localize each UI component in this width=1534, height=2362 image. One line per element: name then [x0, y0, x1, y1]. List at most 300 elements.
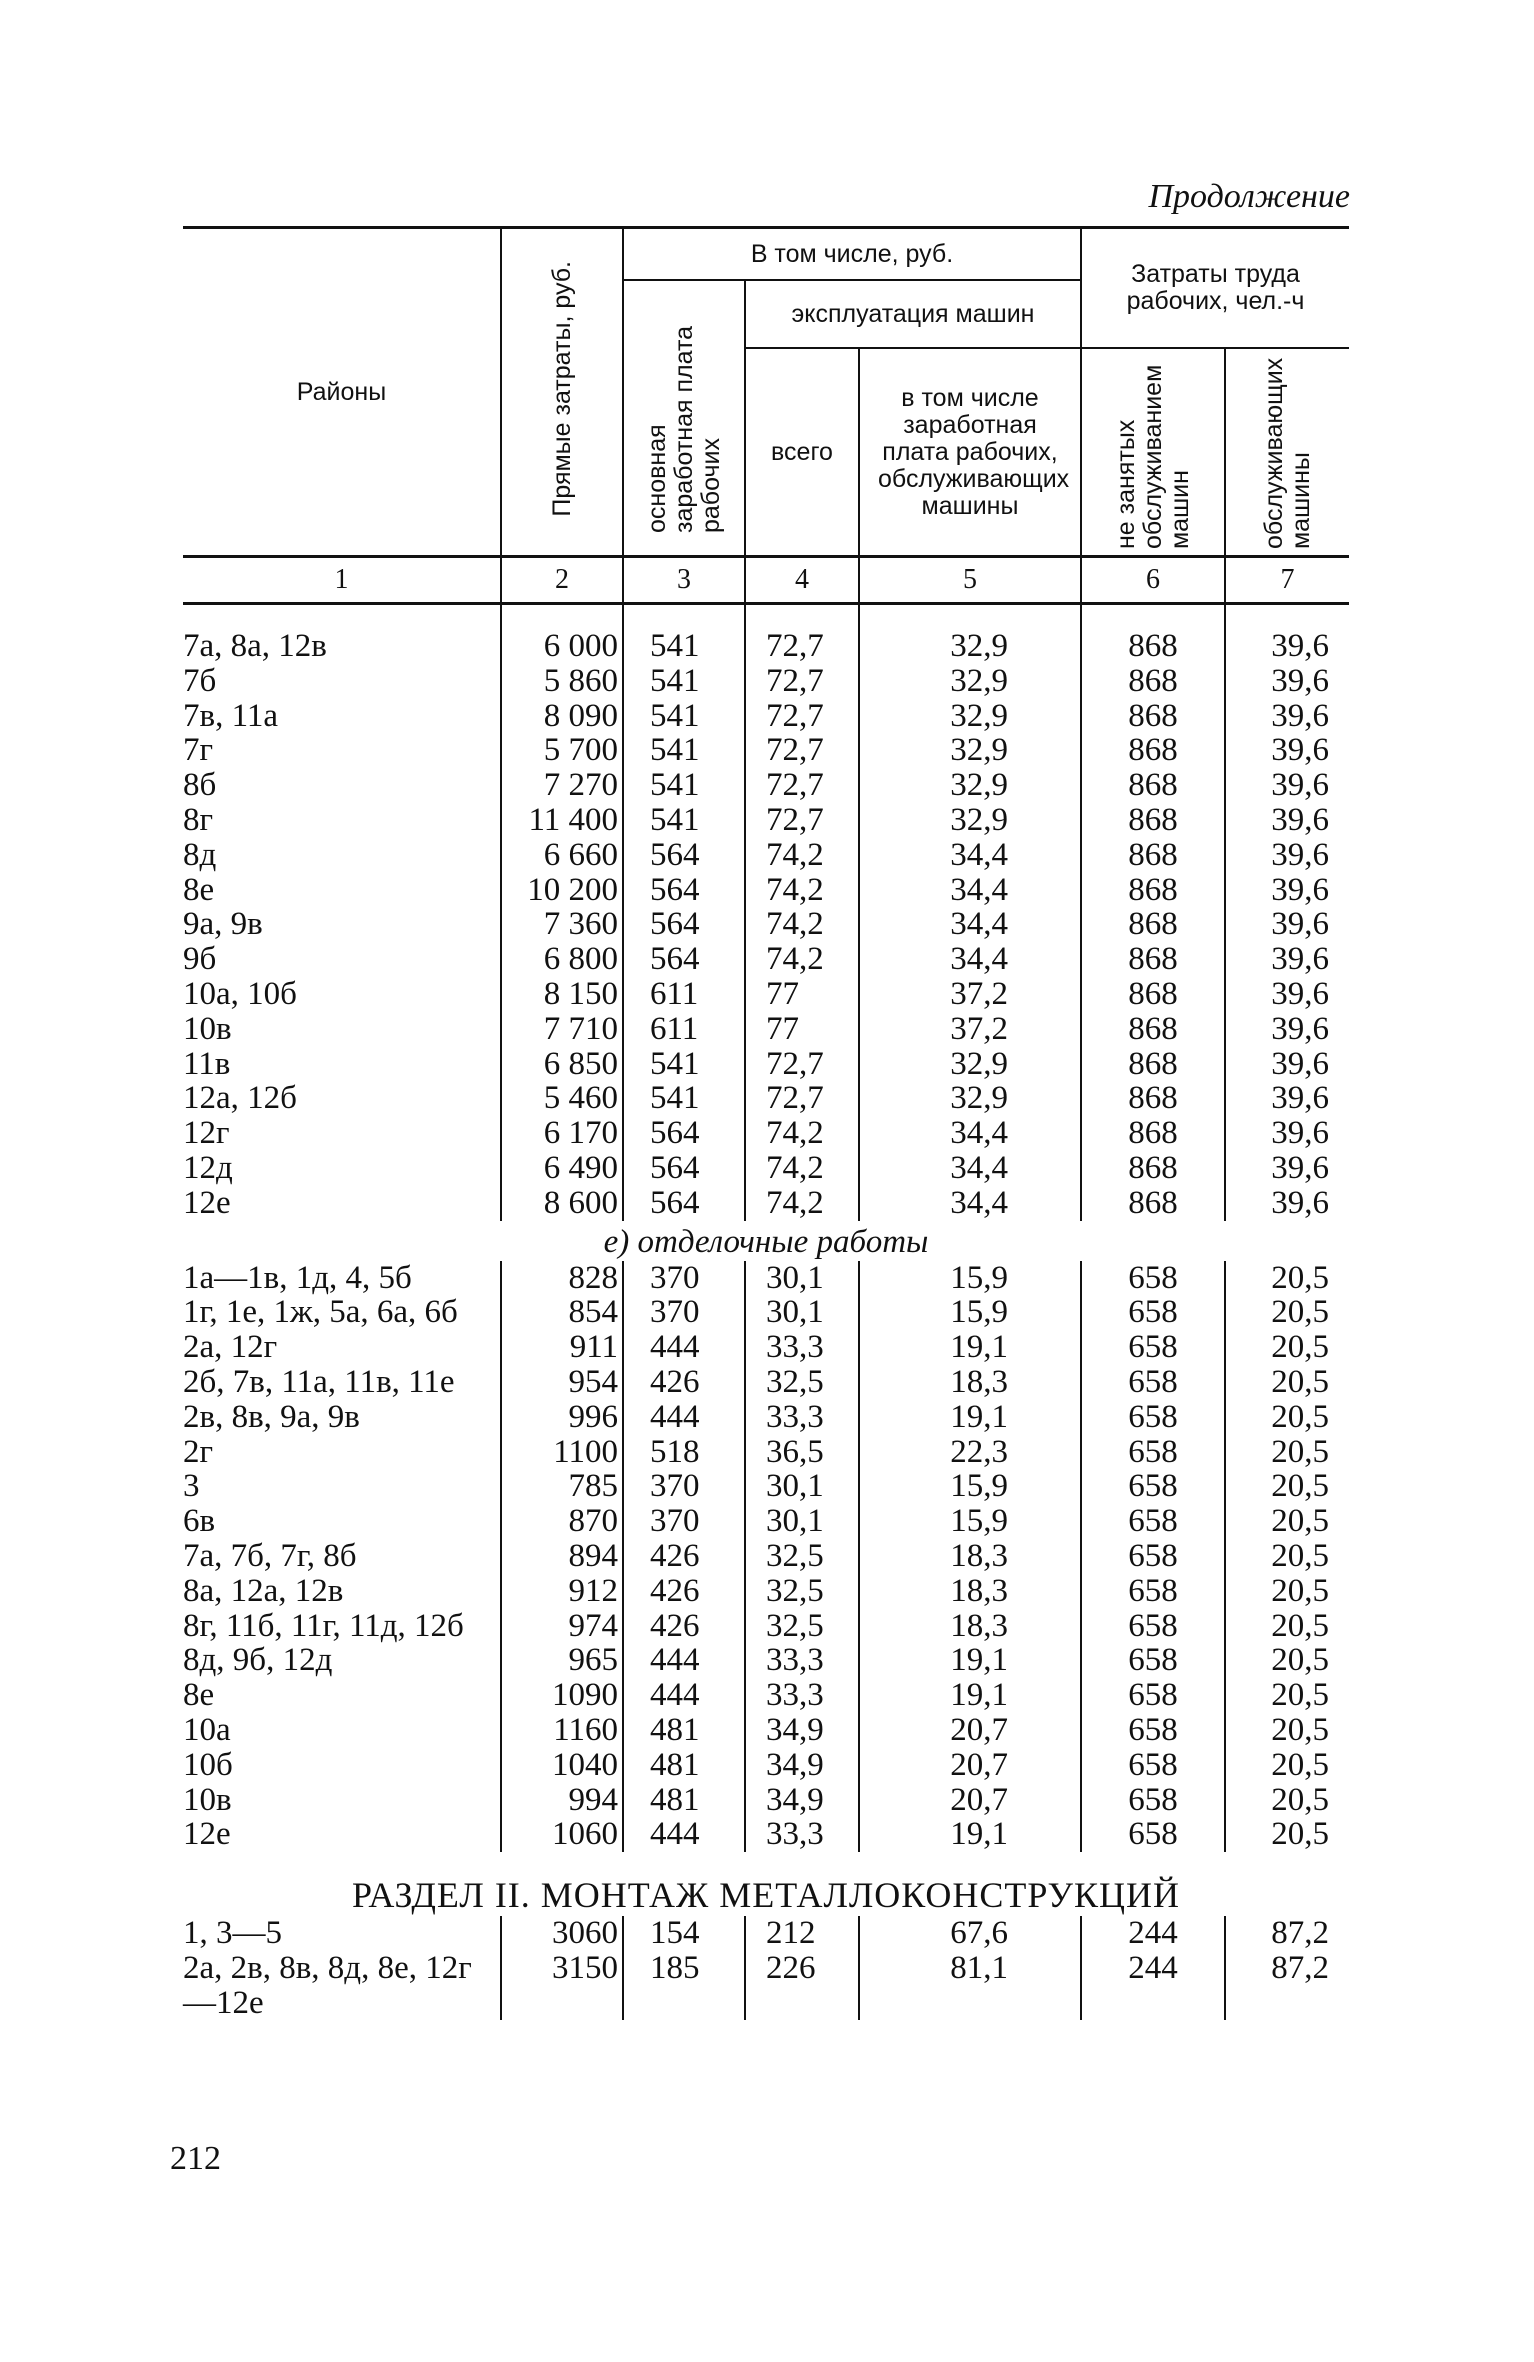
value-cell: 33,3 [745, 1400, 859, 1435]
value-cell: 15,9 [859, 1261, 1081, 1296]
value-cell: 541 [623, 664, 745, 699]
value-cell: 19,1 [859, 1400, 1081, 1435]
value-cell: 868 [1081, 768, 1225, 803]
value-cell: 74,2 [745, 907, 859, 942]
value-cell: 39,6 [1225, 942, 1349, 977]
value-cell: 20,5 [1225, 1539, 1349, 1574]
colnum-4: 4 [745, 557, 859, 604]
value-cell: 965 [501, 1643, 623, 1678]
value-cell: 912 [501, 1574, 623, 1609]
rows-section-e [183, 1261, 1349, 1853]
value-cell: 658 [1081, 1574, 1225, 1609]
value-cell: 6 800 [501, 942, 623, 977]
colnum-6: 6 [1081, 557, 1225, 604]
table-row [183, 1643, 1349, 1678]
value-cell: 426 [623, 1539, 745, 1574]
table-row [183, 1539, 1349, 1574]
region-cell: 8е [183, 871, 215, 908]
value-cell: 34,4 [859, 942, 1081, 977]
value-cell: 868 [1081, 1151, 1225, 1186]
value-cell: 481 [623, 1713, 745, 1748]
region-cell: 7г [183, 732, 214, 769]
value-cell: 894 [501, 1539, 623, 1574]
value-cell: 541 [623, 1047, 745, 1082]
continuation-label: Продолжение [1148, 178, 1350, 215]
section-finishing-title: е) отделочные работы [603, 1223, 929, 1260]
region-cell: 7а, 8а, 12в [183, 628, 327, 664]
table-row [183, 1400, 1349, 1435]
value-cell: 658 [1081, 1748, 1225, 1783]
value-cell: 20,5 [1225, 1261, 1349, 1296]
value-cell: 20,5 [1225, 1817, 1349, 1852]
table-row [183, 1261, 1349, 1296]
value-cell: 154 [623, 1916, 745, 1951]
value-cell: 32,9 [859, 803, 1081, 838]
value-cell: 36,5 [745, 1435, 859, 1470]
value-cell: 444 [623, 1817, 745, 1852]
value-cell: 658 [1081, 1539, 1225, 1574]
value-cell: 7 360 [501, 907, 623, 942]
value-cell: 39,6 [1225, 1012, 1349, 1047]
region-cell: 2в, 8в, 9а, 9в [183, 1398, 360, 1435]
table-row [183, 733, 1349, 768]
table-row [183, 768, 1349, 803]
value-cell: 72,7 [745, 664, 859, 699]
value-cell: 74,2 [745, 838, 859, 873]
value-cell: 8 600 [501, 1186, 623, 1221]
value-cell: 541 [623, 733, 745, 768]
value-cell: 15,9 [859, 1295, 1081, 1330]
region-cell: 2б, 7в, 11а, 11в, 11е [183, 1363, 455, 1400]
value-cell: 20,5 [1225, 1574, 1349, 1609]
value-cell: 564 [623, 1186, 745, 1221]
value-cell: 3060 [501, 1916, 623, 1951]
value-cell: 20,5 [1225, 1678, 1349, 1713]
value-cell: 72,7 [745, 803, 859, 838]
colnum-3: 3 [623, 557, 745, 604]
value-cell: 20,5 [1225, 1783, 1349, 1818]
region-cell: 7а, 7б, 7г, 8б [183, 1537, 357, 1574]
value-cell: 11 400 [501, 803, 623, 838]
value-cell: 658 [1081, 1435, 1225, 1470]
value-cell: 32,9 [859, 664, 1081, 699]
region-cell: 8д, 9б, 12д [183, 1642, 333, 1679]
value-cell: 658 [1081, 1609, 1225, 1644]
value-cell: 33,3 [745, 1678, 859, 1713]
value-cell: 868 [1081, 1081, 1225, 1116]
value-cell: 994 [501, 1783, 623, 1818]
value-cell: 868 [1081, 629, 1225, 664]
value-cell: 6 170 [501, 1116, 623, 1151]
value-cell: 32,9 [859, 1081, 1081, 1116]
value-cell: 19,1 [859, 1643, 1081, 1678]
table-row [183, 977, 1349, 1012]
value-cell: 996 [501, 1400, 623, 1435]
table-row [183, 1951, 1349, 2021]
value-cell: 785 [501, 1469, 623, 1504]
value-cell: 72,7 [745, 1081, 859, 1116]
region-cell: 10в [183, 1781, 232, 1818]
value-cell: 868 [1081, 733, 1225, 768]
table-row [183, 1574, 1349, 1609]
region-cell: 10б [183, 1746, 233, 1783]
cost-table [183, 226, 1349, 2020]
colnum-1: 1 [183, 557, 501, 604]
value-cell: 87,2 [1225, 1951, 1349, 2021]
value-cell: 5 460 [501, 1081, 623, 1116]
value-cell: 77 [745, 977, 859, 1012]
region-cell: 8а, 12а, 12в [183, 1572, 344, 1609]
value-cell: 32,9 [859, 629, 1081, 664]
value-cell: 868 [1081, 873, 1225, 908]
value-cell: 658 [1081, 1643, 1225, 1678]
table-row [183, 1295, 1349, 1330]
value-cell: 444 [623, 1400, 745, 1435]
table-row [183, 1186, 1349, 1221]
value-cell: 868 [1081, 699, 1225, 734]
value-cell: 564 [623, 942, 745, 977]
value-cell: 370 [623, 1504, 745, 1539]
region-cell: 8б [183, 767, 217, 804]
header-regions: Районы [296, 377, 387, 406]
table-row [183, 1365, 1349, 1400]
value-cell: 564 [623, 838, 745, 873]
value-cell: 32,9 [859, 1047, 1081, 1082]
value-cell: 20,7 [859, 1748, 1081, 1783]
table-row [183, 1047, 1349, 1082]
value-cell: 244 [1081, 1916, 1225, 1951]
value-cell: 39,6 [1225, 873, 1349, 908]
value-cell: 37,2 [859, 1012, 1081, 1047]
value-cell: 426 [623, 1365, 745, 1400]
value-cell: 7 270 [501, 768, 623, 803]
value-cell: 868 [1081, 1012, 1225, 1047]
value-cell: 72,7 [745, 1047, 859, 1082]
value-cell: 39,6 [1225, 977, 1349, 1012]
value-cell: 72,7 [745, 768, 859, 803]
rows-section-2 [183, 1916, 1349, 2020]
value-cell: 1100 [501, 1435, 623, 1470]
region-cell: 9б [183, 941, 217, 978]
value-cell: 72,7 [745, 699, 859, 734]
region-cell: 8е [183, 1677, 215, 1714]
colnum-2: 2 [501, 557, 623, 604]
region-cell: 1а—1в, 1д, 4, 5б [183, 1259, 412, 1296]
value-cell: 37,2 [859, 977, 1081, 1012]
value-cell: 658 [1081, 1817, 1225, 1852]
value-cell: 658 [1081, 1400, 1225, 1435]
value-cell: 658 [1081, 1469, 1225, 1504]
value-cell: 32,5 [745, 1539, 859, 1574]
value-cell: 74,2 [745, 873, 859, 908]
value-cell: 541 [623, 629, 745, 664]
value-cell: 868 [1081, 664, 1225, 699]
table-row [183, 1435, 1349, 1470]
value-cell: 39,6 [1225, 1081, 1349, 1116]
region-cell: 7в, 11а [183, 697, 279, 734]
value-cell: 5 860 [501, 664, 623, 699]
table-row [183, 838, 1349, 873]
value-cell: 868 [1081, 803, 1225, 838]
value-cell: 20,5 [1225, 1713, 1349, 1748]
value-cell: 20,5 [1225, 1609, 1349, 1644]
value-cell: 20,5 [1225, 1504, 1349, 1539]
value-cell: 15,9 [859, 1469, 1081, 1504]
table-row [183, 803, 1349, 838]
value-cell: 828 [501, 1261, 623, 1296]
region-cell: 2а, 2в, 8в, 8д, 8е, 12г—12е [183, 1949, 472, 2021]
value-cell: 868 [1081, 1047, 1225, 1082]
value-cell: 39,6 [1225, 629, 1349, 664]
region-cell: 12а, 12б [183, 1080, 297, 1117]
value-cell: 854 [501, 1295, 623, 1330]
value-cell: 8 150 [501, 977, 623, 1012]
value-cell: 22,3 [859, 1435, 1081, 1470]
value-cell: 72,7 [745, 629, 859, 664]
value-cell: 658 [1081, 1713, 1225, 1748]
region-cell: 9а, 9в [183, 906, 263, 943]
rows-section-a [183, 629, 1349, 1221]
value-cell: 3150 [501, 1951, 623, 2021]
value-cell: 370 [623, 1261, 745, 1296]
value-cell: 564 [623, 907, 745, 942]
region-cell: 8д [183, 836, 217, 873]
region-cell: 12г [183, 1115, 230, 1152]
value-cell: 868 [1081, 838, 1225, 873]
table-row [183, 1151, 1349, 1186]
value-cell: 39,6 [1225, 1151, 1349, 1186]
value-cell: 74,2 [745, 942, 859, 977]
region-cell: 3 [183, 1468, 200, 1505]
value-cell: 541 [623, 699, 745, 734]
value-cell: 564 [623, 1116, 745, 1151]
value-cell: 34,4 [859, 838, 1081, 873]
table-row [183, 873, 1349, 908]
value-cell: 1090 [501, 1678, 623, 1713]
value-cell: 6 490 [501, 1151, 623, 1186]
region-cell: 11в [183, 1045, 231, 1082]
region-cell: 7б [183, 662, 217, 699]
value-cell: 658 [1081, 1504, 1225, 1539]
value-cell: 32,9 [859, 733, 1081, 768]
region-cell: 10в [183, 1010, 232, 1047]
value-cell: 72,7 [745, 733, 859, 768]
value-cell: 18,3 [859, 1539, 1081, 1574]
header-not-machine: не занятых обслуживанием машин [1081, 348, 1225, 557]
value-cell: 74,2 [745, 1151, 859, 1186]
value-cell: 39,6 [1225, 733, 1349, 768]
value-cell: 39,6 [1225, 838, 1349, 873]
value-cell: 658 [1081, 1783, 1225, 1818]
value-cell: 212 [745, 1916, 859, 1951]
table-row [183, 1748, 1349, 1783]
table-row [183, 1012, 1349, 1047]
value-cell: 868 [1081, 942, 1225, 977]
value-cell: 611 [623, 977, 745, 1012]
region-cell: 6в [183, 1503, 216, 1540]
cost-table-sheet [183, 226, 1349, 2020]
value-cell: 74,2 [745, 1116, 859, 1151]
value-cell: 658 [1081, 1678, 1225, 1713]
value-cell: 81,1 [859, 1951, 1081, 2021]
value-cell: 518 [623, 1435, 745, 1470]
section-2-title: РАЗДЕЛ II. МОНТАЖ МЕТАЛЛОКОНСТРУКЦИЙ [351, 1875, 1181, 1916]
value-cell: 19,1 [859, 1817, 1081, 1852]
region-cell: 2а, 12г [183, 1329, 278, 1366]
value-cell: 32,5 [745, 1609, 859, 1644]
value-cell: 541 [623, 768, 745, 803]
value-cell: 77 [745, 1012, 859, 1047]
table-row [183, 629, 1349, 664]
region-cell: 1г, 1е, 1ж, 5а, 6а, 6б [183, 1294, 458, 1331]
value-cell: 15,9 [859, 1504, 1081, 1539]
value-cell: 541 [623, 803, 745, 838]
table-row [183, 942, 1349, 977]
value-cell: 370 [623, 1295, 745, 1330]
value-cell: 8 090 [501, 699, 623, 734]
value-cell: 1040 [501, 1748, 623, 1783]
value-cell: 32,9 [859, 699, 1081, 734]
table-row [183, 1469, 1349, 1504]
value-cell: 20,5 [1225, 1643, 1349, 1678]
region-cell: 12е [183, 1184, 231, 1221]
value-cell: 18,3 [859, 1609, 1081, 1644]
value-cell: 18,3 [859, 1365, 1081, 1400]
value-cell: 34,4 [859, 1116, 1081, 1151]
value-cell: 20,5 [1225, 1748, 1349, 1783]
value-cell: 481 [623, 1783, 745, 1818]
value-cell: 32,9 [859, 768, 1081, 803]
colnum-5: 5 [859, 557, 1081, 604]
value-cell: 32,5 [745, 1574, 859, 1609]
table-row [183, 1609, 1349, 1644]
value-cell: 20,5 [1225, 1435, 1349, 1470]
value-cell: 868 [1081, 977, 1225, 1012]
value-cell: 370 [623, 1469, 745, 1504]
value-cell: 1060 [501, 1817, 623, 1852]
value-cell: 18,3 [859, 1574, 1081, 1609]
value-cell: 658 [1081, 1365, 1225, 1400]
value-cell: 444 [623, 1643, 745, 1678]
table-row [183, 907, 1349, 942]
table-row [183, 664, 1349, 699]
table-row [183, 1713, 1349, 1748]
value-cell: 34,4 [859, 1151, 1081, 1186]
value-cell: 19,1 [859, 1678, 1081, 1713]
value-cell: 30,1 [745, 1469, 859, 1504]
value-cell: 611 [623, 1012, 745, 1047]
value-cell: 39,6 [1225, 1116, 1349, 1151]
value-cell: 564 [623, 873, 745, 908]
value-cell: 34,9 [745, 1783, 859, 1818]
value-cell: 39,6 [1225, 907, 1349, 942]
region-cell: 8г [183, 801, 214, 838]
value-cell: 33,3 [745, 1643, 859, 1678]
header-machine-ops: эксплуатация машин [745, 280, 1081, 348]
value-cell: 67,6 [859, 1916, 1081, 1951]
value-cell: 30,1 [745, 1504, 859, 1539]
value-cell: 1160 [501, 1713, 623, 1748]
value-cell: 5 700 [501, 733, 623, 768]
value-cell: 39,6 [1225, 664, 1349, 699]
value-cell: 658 [1081, 1330, 1225, 1365]
value-cell: 7 710 [501, 1012, 623, 1047]
table-row [183, 1817, 1349, 1852]
value-cell: 564 [623, 1151, 745, 1186]
value-cell: 39,6 [1225, 1047, 1349, 1082]
value-cell: 954 [501, 1365, 623, 1400]
value-cell: 226 [745, 1951, 859, 2021]
region-cell: 10а, 10б [183, 975, 297, 1012]
value-cell: 20,5 [1225, 1295, 1349, 1330]
value-cell: 34,4 [859, 1186, 1081, 1221]
region-cell: 12е [183, 1816, 231, 1853]
value-cell: 19,1 [859, 1330, 1081, 1365]
header-total: всего [745, 348, 859, 557]
value-cell: 6 850 [501, 1047, 623, 1082]
value-cell: 481 [623, 1748, 745, 1783]
table-row [183, 1783, 1349, 1818]
value-cell: 541 [623, 1081, 745, 1116]
header-base-wage: основная заработная плата рабочих [623, 280, 745, 557]
value-cell: 20,5 [1225, 1400, 1349, 1435]
region-cell: 12д [183, 1149, 233, 1186]
value-cell: 20,5 [1225, 1330, 1349, 1365]
value-cell: 911 [501, 1330, 623, 1365]
value-cell: 444 [623, 1330, 745, 1365]
value-cell: 6 660 [501, 838, 623, 873]
value-cell: 32,5 [745, 1365, 859, 1400]
value-cell: 39,6 [1225, 768, 1349, 803]
value-cell: 870 [501, 1504, 623, 1539]
region-cell: 2г [183, 1433, 214, 1470]
value-cell: 444 [623, 1678, 745, 1713]
page-number: 212 [170, 2140, 221, 2177]
value-cell: 87,2 [1225, 1916, 1349, 1951]
table-row [183, 1081, 1349, 1116]
value-cell: 34,9 [745, 1748, 859, 1783]
table-row [183, 1116, 1349, 1151]
value-cell: 974 [501, 1609, 623, 1644]
value-cell: 74,2 [745, 1186, 859, 1221]
value-cell: 185 [623, 1951, 745, 2021]
value-cell: 426 [623, 1609, 745, 1644]
value-cell: 33,3 [745, 1330, 859, 1365]
value-cell: 868 [1081, 1116, 1225, 1151]
header-incl-wage: в том числе заработная плата рабочих, обслуживающих машины [859, 348, 1081, 557]
value-cell: 39,6 [1225, 1186, 1349, 1221]
value-cell: 20,5 [1225, 1365, 1349, 1400]
value-cell: 30,1 [745, 1295, 859, 1330]
value-cell: 6 000 [501, 629, 623, 664]
value-cell: 20,7 [859, 1783, 1081, 1818]
region-cell: 8г, 11б, 11г, 11д, 12б [183, 1607, 464, 1644]
value-cell: 30,1 [745, 1261, 859, 1296]
header-direct-costs: Прямые затраты, руб. [501, 228, 623, 557]
table-row [183, 1504, 1349, 1539]
value-cell: 20,7 [859, 1713, 1081, 1748]
value-cell: 34,4 [859, 907, 1081, 942]
value-cell: 39,6 [1225, 803, 1349, 838]
header-machine-serving: обслуживающих машины [1225, 348, 1349, 557]
value-cell: 34,4 [859, 873, 1081, 908]
value-cell: 868 [1081, 1186, 1225, 1221]
table-row [183, 1916, 1349, 1951]
colnum-7: 7 [1225, 557, 1349, 604]
value-cell: 34,9 [745, 1713, 859, 1748]
table-row [183, 1330, 1349, 1365]
value-cell: 33,3 [745, 1817, 859, 1852]
